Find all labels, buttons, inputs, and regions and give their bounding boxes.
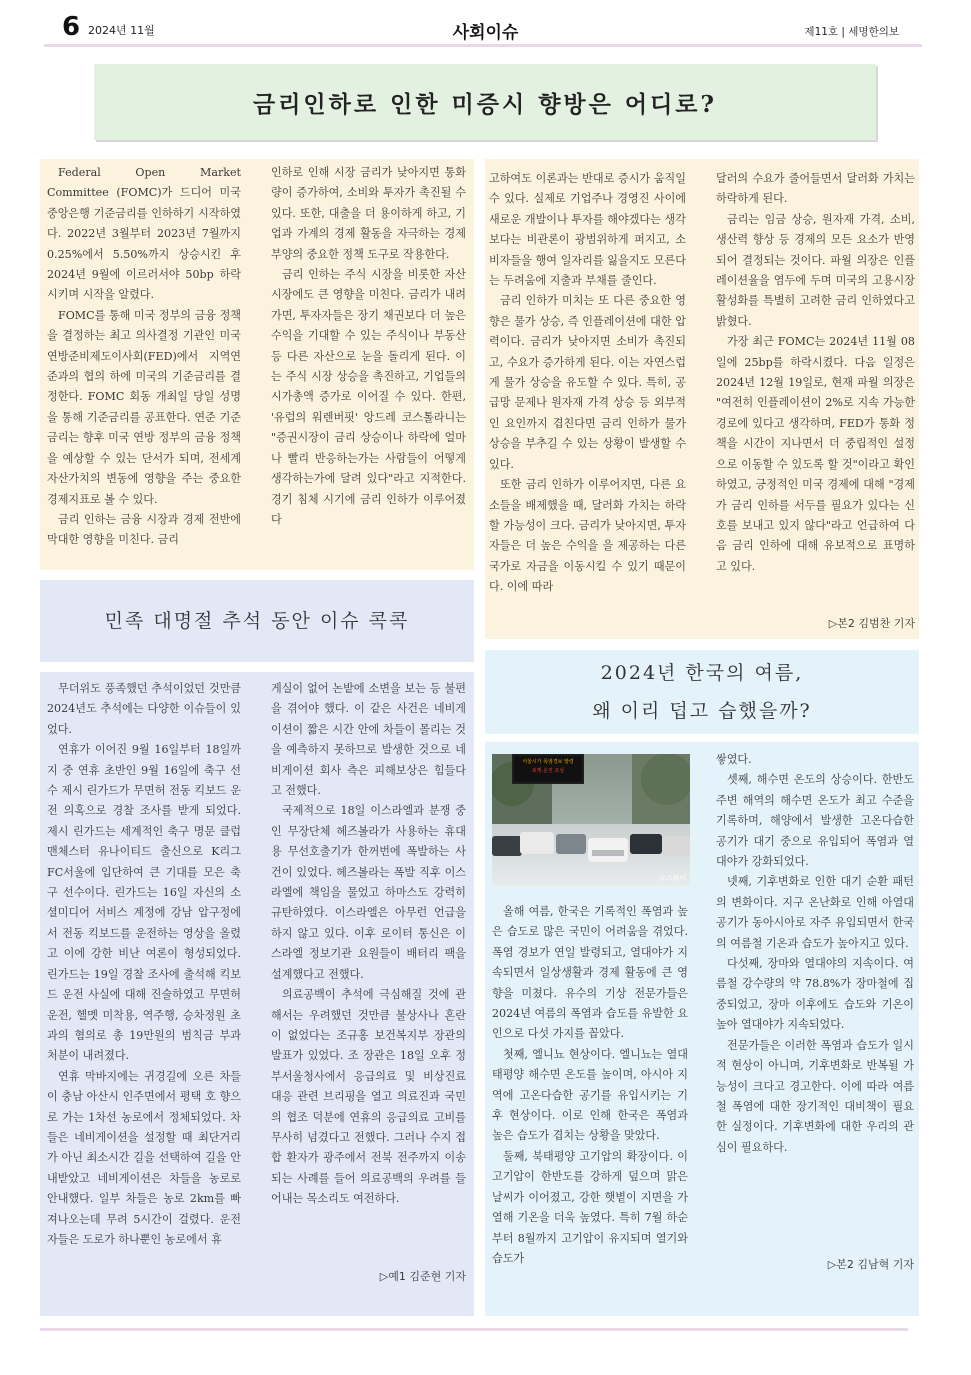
paragraph: Federal Open Market Committee (FOMC)가 드디어 미국 중앙은행 기준금리를 인하하기 시작하였다. 2022년 3월부터 2023년 7월까지 0.25%에서 5.50%까지 상승시킨 후 2024년 9월에 이르러서야 50bp 하락시키며 시작을 알렸다.: [47, 166, 241, 302]
paragraph: 연휴가 이어진 9월 16일부터 18일까지 중 연휴 초반인 9월 16일에 축구 선수 제시 린가드가 무면허 전동 킥보드 운전 의혹으로 경찰 조사를 받게 되었다. 제시 린가드는 세계적인 축구 명문 클럽 맨체스터 유나이티드 출신으로 K리그 FC서울에 입단하여 큰 기대를 모은 축구 선수이다. 린가드는 16일 자신의 소셜미디어 서비스 계정에 강남 압구정에서 전동 킥보드를 운전하는 영상을 올렸고 이에 강한 비난 여론이 형성되었다. 린가드는 19일 경찰 조사에 출석해 킥보드 운전 사실에 대해 진술하였고 무면허 운전, 헬멧 미착용, 역주행, 승차정원 초과의 혐의로 총 19만원의 범칙금 부과 처분이 내려졌다.: [47, 743, 241, 1063]
paragraph: FOMC를 통해 미국 정부의 금융 정책을 결정하는 최고 의사결정 기관인 미국연방준비제도이사회(FED)에서 지역연준과의 협의 하에 미국의 기준금리를 결정한다. FOMC 회동 개최일 당일 성명을 통해 기준금리를 공표한다. 연준 기준금리는 향후 미국 연방 정부의 금융 정책을 예상할 수 있는 단서가 되며, 전세계 자산가치의 변동에 영향을 주는 중요한 경제지표로 볼 수 있다.: [47, 308, 241, 506]
paragraph: 첫째, 엘니뇨 현상이다. 엘니뇨는 열대 태평양 해수면 온도를 높이며, 아시아 지역에 고온다습한 공기를 유입시키는 기후 현상이다. 이로 인해 한국은 폭염과 높은 습도가 겹치는 상황을 맞았다.: [492, 1047, 688, 1143]
paragraph: 국제적으로 18일 이스라엘과 분쟁 중인 무장단체 헤즈볼라가 사용하는 휴대용 무선호출기가 한꺼번에 폭발하는 사건이 있었다. 헤즈볼라는 폭발 직후 이스라엘에 책임을 물었고 하마스도 강력히 규탄하였다. 이스라엘은 아무런 언급을 하지 않고 있다. 이후 로이터 통신은 이스라엘 정보기관 요원들이 배터리 팩을 설계했다고 전했다.: [271, 804, 466, 981]
photo-credit: 뉴스웨이: [658, 874, 686, 882]
article1-byline: ▷본2 김범찬 기자: [828, 617, 915, 630]
article2-column-1: [47, 679, 241, 1250]
paragraph: 셋째, 해수면 온도의 상승이다. 한반도 주변 해역의 해수면 온도가 최고 수준을 기록하며, 해양에서 발생한 고온다습한 공기가 대기 중으로 유입되어 폭염과 열대야가 강화되었다.: [716, 773, 914, 869]
footer-divider: [40, 1328, 908, 1331]
article3-byline: ▷본2 김남혁 기자: [827, 1258, 914, 1271]
paragraph: 가장 최근 FOMC는 2024년 11월 08일에 25bp를 하락시켰다. 다음 일정은 2024년 12월 19일로, 현재 파월 의장은 "여전히 인플레이션이 2%로 지속 가능한 경로에 있다고 생각하며, FED가 통화 정책을 시간이 지나면서 더 중립적인 설정으로 이동할 수 있도록 할 것"이라고 확인하였고, 긍정적인 미국 경제에 대해 "경제가 금리 인하를 서두를 필요가 있다는 신호를 보내고 있지 않다"라고 언급하여 다음 금리 인하에 대해 유보적으로 표명하고 있다.: [716, 335, 915, 573]
paragraph: 고하여도 이론과는 반대로 증시가 움직일 수 있다. 실제로 기업주나 경영진 사이에 새로운 개발이나 투자를 해야겠다는 생각보다는 비관론이 광범위하게 퍼지고, 소비자들을 행여 일자리를 잃을지도 모른다는 두려움에 지출과 부채를 줄인다.: [489, 172, 686, 288]
paragraph: 올해 여름, 한국은 기록적인 폭염과 높은 습도로 많은 국민이 어려움을 겪었다. 폭염 경보가 연일 발령되고, 열대야가 지속되면서 일상생활과 경제 활동에 큰 영향을 미쳤다. 유수의 기상 전문가들은 2024년 여름의 폭염과 습도를 유발한 요인으로 다섯 가지를 꼽았다.: [492, 905, 688, 1041]
page-number: 6: [62, 12, 81, 42]
article1-column-2: [271, 163, 466, 530]
paragraph: 인하로 인해 시장 금리가 낮아지면 통화량이 증가하여, 소비와 투자가 촉진될 수 있다. 또한, 대출을 더 용이하게 하고, 기업과 가계의 경제 활동을 자극하는 경제 부양의 중요한 정책 도구로 작용한다.: [271, 166, 466, 261]
article3-headline: [485, 650, 919, 734]
article1-headline: 금리인하로 인한 미증시 향방은 어디로?: [94, 64, 876, 140]
paragraph: 금리 인하는 주식 시장을 비롯한 자산 시장에도 큰 영향을 미친다. 금리가 내려가면, 투자자들은 장기 채권보다 더 높은 수익을 기대할 수 있는 주식이나 부동산 등 다른 자산으로 눈을 돌리게 된다. 이는 주식 시장 상승을 촉진하고, 기업들의 시가총액 증가로 이어질 수 있다. 한편, '유럽의 워렌버핏' 앙드레 코스톨라니는 "증권시장이 금리 상승이나 하락에 얼마나 빨리 반응하는가는 사람들이 어떻게 생각하는가에 달려 있다"라고 지적한다. 경기 침체 시기에 금리 인하가 이루어졌다: [271, 268, 466, 526]
paragraph: 쌓였다.: [716, 753, 752, 766]
section-title: 사회이슈: [452, 23, 519, 43]
paragraph: 넷째, 기후변화로 인한 대기 순환 패턴의 변화이다. 지구 온난화로 인해 아열대 공기가 동아시아로 자주 유입되면서 한국의 여름철 기온과 습도가 높아지고 있다.: [716, 875, 914, 950]
header-divider: [44, 44, 922, 47]
article2-column-2: [271, 679, 466, 1210]
paragraph: 게실이 없어 논밭에 소변을 보는 등 불편을 겪어야 했다. 이 같은 사건은 네비게이션이 짧은 시간 안에 차들이 몰리는 것을 예측하지 못하므로 발생한 것으로 네비게이션 회사 측은 피해보상은 힘들다고 전했다.: [271, 682, 466, 798]
article3-column-1: [492, 902, 688, 1269]
article2-byline: ▷예1 김준현 기자: [379, 1270, 466, 1283]
photo-sign-text: [516, 758, 580, 776]
article3-headline-line1: 2024년 한국의 여름,: [600, 662, 804, 684]
paragraph: 무더위도 풍족했던 추석이었던 것만큼 2024년도 추석에는 다양한 이슈들이 있었다.: [47, 682, 241, 736]
photo-sign-line1: 서울시가 폭염경보 발령: [522, 759, 574, 765]
issue-info: 제11호 | 세명한의보: [804, 26, 899, 38]
article3-column-2: [716, 750, 914, 1158]
article2-headline: 민족 대명절 추석 동안 이슈 콕콕: [40, 580, 474, 662]
paragraph: 둘째, 북태평양 고기압의 확장이다. 이 고기압이 한반도를 강하게 덮으며 맑은 날씨가 이어졌고, 강한 햇볕이 지면을 가열해 기온을 더욱 높였다. 특히 7월 하순부터 8월까지 고기압이 유지되며 열기와 습도가: [492, 1149, 688, 1265]
paragraph: 달러의 수요가 줄어들면서 달러화 가치는 하락하게 된다.: [716, 172, 915, 206]
photo-sign-line2: 보행.운전 조심: [531, 768, 565, 774]
paragraph: 금리 인하는 금융 시장과 경제 전반에 막대한 영향을 미친다. 금리: [47, 512, 241, 547]
paragraph: 의료공백이 추석에 극심해질 것에 관해서는 우려했던 것만큼 불상사나 혼란이 없었다는 조규홍 보건복지부 장관의 발표가 있었다. 조 장관은 18일 오후 정부서울청사에서 응급의료 및 비상진료 대응 관련 브리핑을 열고 의료진과 국민의 협조 덕분에 연휴의 응급의료 고비를 무사히 넘겼다고 전했다. 그러나 수지 접합 환자가 광주에서 전북 전주까지 이송되는 사례를 들어 의료공백의 우려를 들어내는 목소리도 여전하다.: [271, 988, 466, 1206]
paragraph: 금리는 임금 상승, 원자재 가격, 소비, 생산력 향상 등 경제의 모든 요소가 반영되어 결정되는 것이다. 파월 의장은 인플레이션율을 염두에 두며 미국의 고용시장 활성화를 특별히 고려한 금리 인하였다고 밝혔다.: [716, 212, 915, 328]
heatwave-photo: [492, 754, 690, 886]
paragraph: 금리 인하가 미치는 또 다른 중요한 영향은 물가 상승, 즉 인플레이션에 대한 압력이다. 금리가 낮아지면 소비가 촉진되고, 수요가 증가하게 된다. 이는 자연스럽게 물가 상승을 유도할 수 있다. 특히, 공급망 문제나 원자재 가격 상승 등 외부적인 요인까지 겹친다면 금리 인하가 물가 상승을 부추길 수 있는 상황이 발생할 수 있다.: [489, 294, 686, 471]
paragraph: 또한 금리 인하가 이루어지면, 다른 요소들을 배제했을 때, 달러화 가치는 하락할 가능성이 크다. 금리가 낮아지면, 투자자들은 더 높은 수익을 을 제공하는 다른 국가로 자금을 이동시킬 수 있기 때문이다. 이에 따라: [489, 478, 686, 594]
article3-headline-line2: 왜 이리 덥고 습했을까?: [592, 700, 812, 722]
paragraph: 연휴 막바지에는 귀경길에 오른 차들이 충남 아산시 인주면에서 평택 호 향으로 가는 1차선 농로에서 정체되었다. 차들은 네비게이션을 설정할 때 최단거리가 아닌 최소시간 길을 선택하여 길을 안내받았고 네비게이션은 차들을 농로로 안내했다. 일부 차들은 농로 2km를 빠져나오는데 무려 5시간이 걸렸다. 운전자들은 도로가 하나뿐인 농로에서 휴: [47, 1069, 241, 1246]
paragraph: 전문가들은 이러한 폭염과 습도가 일시적 현상이 아니며, 기후변화로 반복될 가능성이 크다고 경고한다. 이에 따라 여름철 폭염에 대한 장기적인 대비책이 필요한 실정이다. 기후변화에 대한 우리의 관심이 필요하다.: [716, 1038, 914, 1154]
issue-date: 2024년 11월: [88, 24, 155, 37]
article1-column-4: [716, 169, 915, 577]
article1-column-3: [489, 169, 686, 598]
article1-column-1: [47, 163, 241, 551]
paragraph: 다섯째, 장마와 열대야의 지속이다. 여름철 강수량의 약 78.8%가 장마철에 집중되었고, 장마 이후에도 습도와 기온이 높아 열대야가 지속되었다.: [716, 957, 914, 1032]
